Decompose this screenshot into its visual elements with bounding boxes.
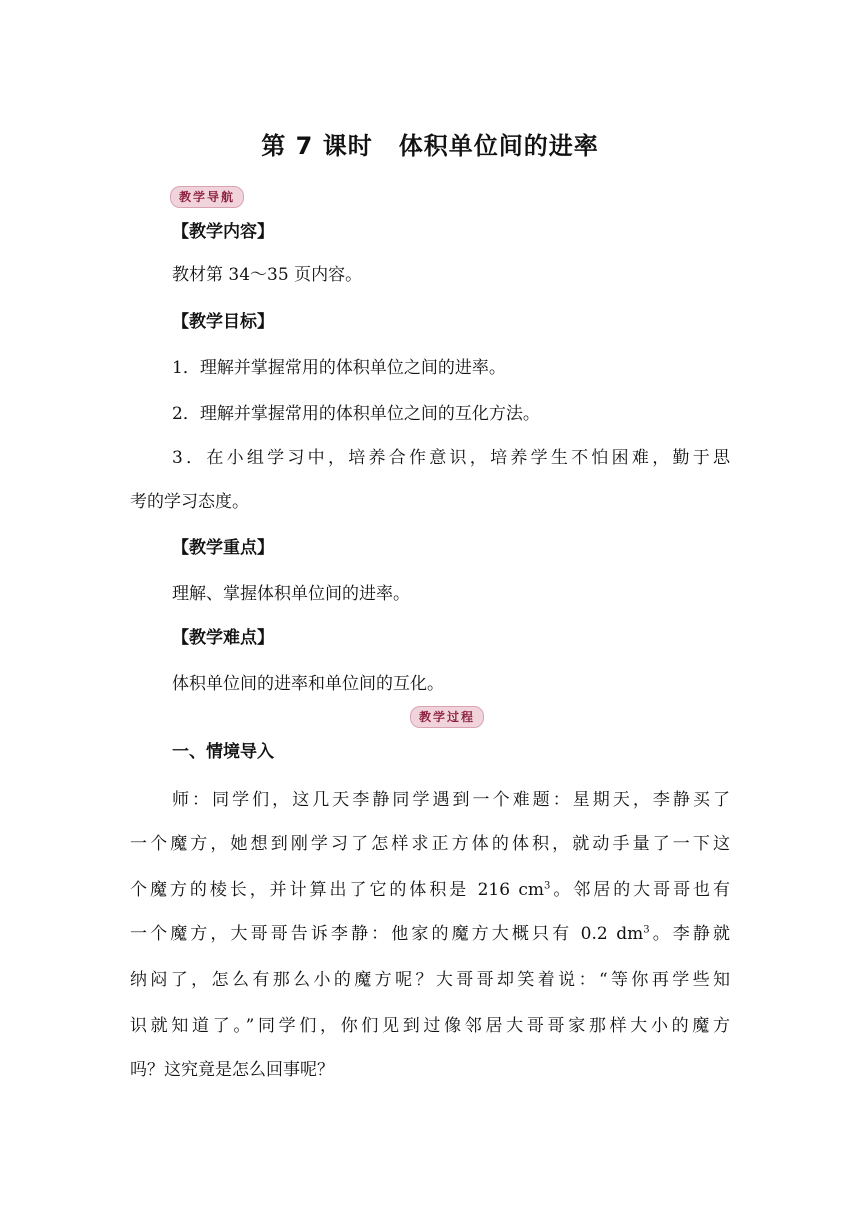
paragraph-line-3-part-a: 个魔方的棱长，并计算出了它的体积是 216 cm [130,880,545,900]
section-heading-difficulty: 【教学难点】 [172,628,274,648]
paragraph-line-5: 纳闷了，怎么有那么小的魔方呢？大哥哥却笑着说：“等你再学些知 [130,970,730,990]
goal-item-3-line-2: 考的学习态度。 [130,492,249,512]
paragraph-line-4 [130,916,730,952]
goal-item-2: 2．理解并掌握常用的体积单位之间的互化方法。 [172,404,540,424]
page-title [0,126,860,161]
lesson-topic: 体积单位间的进率 [398,132,599,160]
process-heading: 一、情境导入 [172,742,274,762]
paragraph-line-4-part-b: 。李静就 [649,924,730,944]
teaching-guide-badge: 教学导航 [170,186,244,208]
section-heading-goals: 【教学目标】 [172,312,274,332]
difficulty-text: 体积单位间的进率和单位间的互化。 [172,674,444,694]
lesson-number: 第 7 课时 [261,132,373,160]
section-heading-key-point: 【教学重点】 [172,538,274,558]
paragraph-line-1: 师：同学们，这几天李静同学遇到一个难题：星期天，李静买了 [172,790,730,810]
section-heading-content: 【教学内容】 [172,222,274,242]
paragraph-line-6: 识就知道了。”同学们，你们见到过像邻居大哥哥家那样大小的魔方 [130,1016,730,1036]
cubic-superscript: 3 [643,924,650,936]
paragraph-line-7: 吗？这究竟是怎么回事呢？ [130,1060,334,1080]
paragraph-line-3-part-b: 。邻居的大哥哥也有 [550,880,730,900]
key-point-text: 理解、掌握体积单位间的进率。 [172,584,410,604]
teaching-process-badge: 教学过程 [410,706,484,728]
paragraph-line-2: 一个魔方，她想到刚学习了怎样求正方体的体积，就动手量了一下这 [130,834,730,854]
goal-item-1: 1．理解并掌握常用的体积单位之间的进率。 [172,358,506,378]
content-text: 教材第 34～35 页内容。 [172,265,363,285]
cubic-superscript: 3 [544,880,551,892]
goal-item-3-line-1: 3．在小组学习中，培养合作意识，培养学生不怕困难，勤于思 [172,448,730,468]
paragraph-line-4-part-a: 一个魔方，大哥哥告诉李静：他家的魔方大概只有 0.2 dm [130,924,644,944]
paragraph-line-3 [130,872,730,908]
